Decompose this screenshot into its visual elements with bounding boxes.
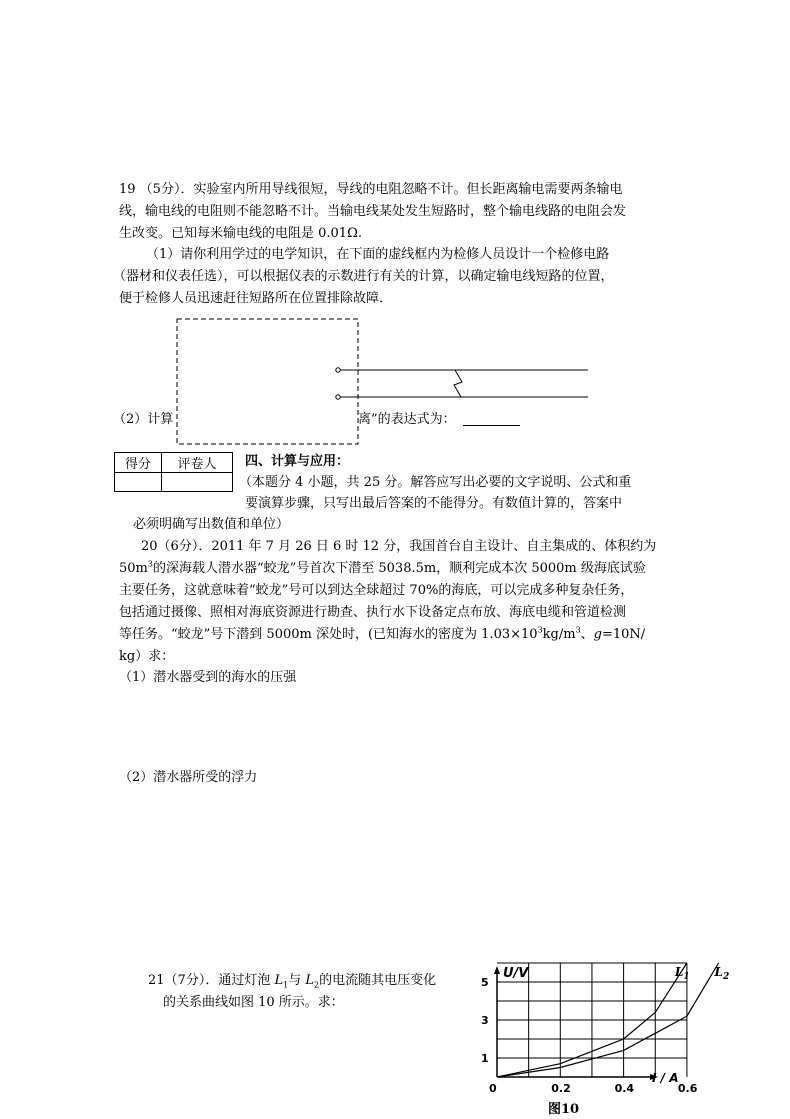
section4-line2: 要演算步骤，只写出最后答案的不能得分。有数值计算的，答案中 xyxy=(245,496,623,511)
q21-l2: L xyxy=(305,973,314,988)
x-tick-label: 0 xyxy=(489,1082,497,1095)
q19-part2-right: 离”的表达式为： xyxy=(358,412,456,427)
q20-volume-text: 50m xyxy=(119,561,148,576)
q20-density-text: 等任务。“蛟龙”号下潜到 5000m 深处时，(已知海水的密度为 1.03×10 xyxy=(119,627,538,642)
q20-g-value: =10N/ xyxy=(602,627,646,642)
series-label-sub: 2 xyxy=(722,972,730,982)
q21-l2-sub: 2 xyxy=(313,980,320,990)
y-axis-label: U/V xyxy=(503,966,529,981)
series-label-L2 xyxy=(714,965,730,982)
x-axis-label: I / A xyxy=(652,1071,679,1085)
x-tick-label: 0.6 xyxy=(677,1082,698,1095)
series-label-sub: 1 xyxy=(683,972,690,982)
series-label-main: L xyxy=(714,965,723,979)
q19-line1: 19 （5分）．实验室内所用导线很短，导线的电阻忽略不计。但长距离输电需要两条输电 xyxy=(119,182,623,197)
q19-part1-line2: （器材和仪表任选），可以根据仪表的示数进行有关的计算，以确定输电线短路的位置， xyxy=(113,269,614,284)
q20-line3: 主要任务，这就意味着“蛟龙”号可以到达全球超过 70%的海底，可以完成多种复杂任务， xyxy=(119,583,634,598)
series-label-main: L xyxy=(674,965,684,979)
y-axis-arrow xyxy=(494,966,500,974)
q21-text-a: 21（7分）．通过灯泡 xyxy=(148,973,275,988)
q20-part2: （2）潜水器所受的浮力 xyxy=(119,770,258,785)
x-tick-label: 0.2 xyxy=(551,1082,571,1095)
section4-line3: 必须明确写出数值和单位） xyxy=(133,517,290,532)
q20-density-sup1: 3 xyxy=(537,625,543,635)
q19-part1-line1: （1）请你利用学过的电学知识，在下面的虚线框内为检修人员设计一个检修电路 xyxy=(146,247,610,262)
q20-volume-sup: 3 xyxy=(147,559,153,569)
q20-sep: 、 xyxy=(580,627,594,642)
y-tick-label: 1 xyxy=(481,1052,489,1065)
y-tick-label: 5 xyxy=(481,976,489,989)
q20-line4: 包括通过摄像、照相对海底资源进行勘查、执行水下设备定点布放、海底电缆和管道检测 xyxy=(119,605,627,620)
q21-text-c: 的电流随其电压变化 xyxy=(319,973,437,988)
q21-l1-sub: 1 xyxy=(283,980,289,990)
q19-part2-left: （2）计算 xyxy=(113,412,174,427)
q20-density-sup2: 3 xyxy=(575,625,581,635)
q20-line2-rest: 的深海载人潜水器“蛟龙”号首次下潜至 5038.5m，顺利完成本次 5000m 级海底试验 xyxy=(152,561,646,576)
figure-caption: 图10 xyxy=(548,1102,580,1117)
q21-text-b: 与 xyxy=(288,973,306,988)
q19-part1-line3: 便于检修人员迅速赶往短路所在位置排除故障． xyxy=(119,291,393,306)
score-header: 得分 xyxy=(115,453,162,473)
q19-line2: 线，输电线的电阻则不能忽略不计。当输电线某处发生短路时，整个输电线路的电阻会发 xyxy=(119,204,627,219)
q20-part1: （1）潜水器受到的海水的压强 xyxy=(119,670,297,685)
q20-line6: kg）求： xyxy=(119,649,175,664)
section4-title: 四、计算与应用： xyxy=(245,454,350,469)
grader-header: 评卷人 xyxy=(162,453,233,473)
q20-g-symbol: g xyxy=(593,627,602,642)
q21-line2: 的关系曲线如图 10 所示。求： xyxy=(163,995,344,1010)
q19-line3: 生改变。已知每米输电线的电阻是 0.01Ω. xyxy=(119,226,362,241)
section4-line1: （本题分 4 小题，共 25 分。解答应写出必要的文字说明、公式和重 xyxy=(239,475,632,490)
q20-density-unit: kg/m xyxy=(542,627,576,642)
y-tick-label: 3 xyxy=(481,1014,489,1027)
q20-line1: 20（6分）．2011 年 7 月 26 日 6 时 12 分，我国首台自主设计、自主集成的、体积约为 xyxy=(141,539,657,554)
q21-l1: L xyxy=(274,973,284,988)
x-tick-label: 0.4 xyxy=(614,1082,635,1095)
